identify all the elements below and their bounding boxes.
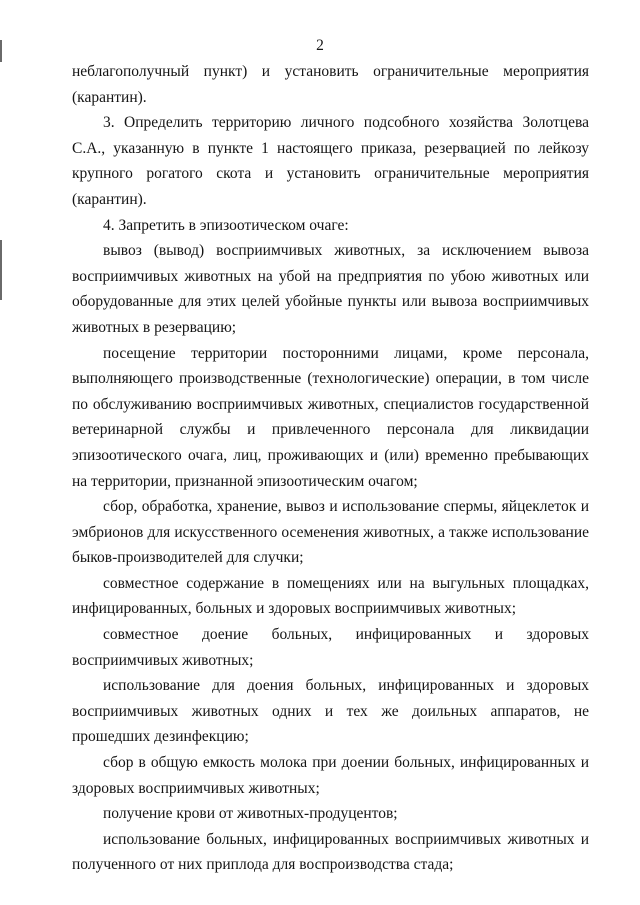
prohibition-item: совместное доение больных, инфицированных и здоровых восприимчивых животных; — [72, 626, 589, 669]
paragraph-continuation: неблагополучный пункт) и установить ограничительные мероприятия (карантин). — [72, 63, 589, 106]
paragraph-item-4: 4. Запретить в эпизоотическом очаге: — [103, 216, 349, 234]
paragraph-item-3: 3. Определить территорию личного подсобного хозяйства Золотцева С.А., указанную в пункте 1 настоящего приказа, резервацией по лейкозу крупного рогатого скота и установить ограничительные мероприятия (карантин). — [72, 114, 589, 208]
prohibition-item: сбор в общую емкость молока при доении больных, инфицированных и здоровых восприимчивых животных; — [72, 754, 589, 797]
prohibition-item: сбор, обработка, хранение, вывоз и использование спермы, яйцеклеток и эмбрионов для искусственного осеменения животных, а также использование быков-производителей для случки; — [72, 498, 589, 567]
prohibition-item: получение крови от животных-продуцентов; — [103, 805, 398, 823]
prohibition-item: вывоз (вывод) восприимчивых животных, за исключением вывоза восприимчивых животных на убой на предприятия по убою животных или оборудованные для этих целей убойные пункты или вывоза восприимчивых животных в резервацию; — [72, 242, 589, 336]
prohibition-item: использование для доения больных, инфицированных и здоровых восприимчивых животных одних и тех же доильных аппаратов, не прошедших дезинфекцию; — [72, 677, 589, 746]
prohibition-item: использование больных, инфицированных восприимчивых животных и полученного от них приплода для воспроизводства стада; — [72, 830, 589, 874]
page-number: 2 — [316, 37, 324, 54]
scan-edge-mark — [0, 240, 2, 300]
prohibition-item: совместное содержание в помещениях или на выгульных площадках, инфицированных, больных и здоровых восприимчивых животных; — [72, 574, 589, 618]
document-body — [72, 59, 589, 878]
prohibition-item: посещение территории посторонними лицами, кроме персонала, выполняющего производственные (технологические) операции, в том числе по обслуживанию восприимчивых животных, специалистов государственной ветеринарной службы и привлеченного персонала для ликвидации эпизоотического очага, лиц, проживающих и (или) временно пребывающих на территории, признанной эпизоотическим очагом; — [72, 344, 589, 490]
